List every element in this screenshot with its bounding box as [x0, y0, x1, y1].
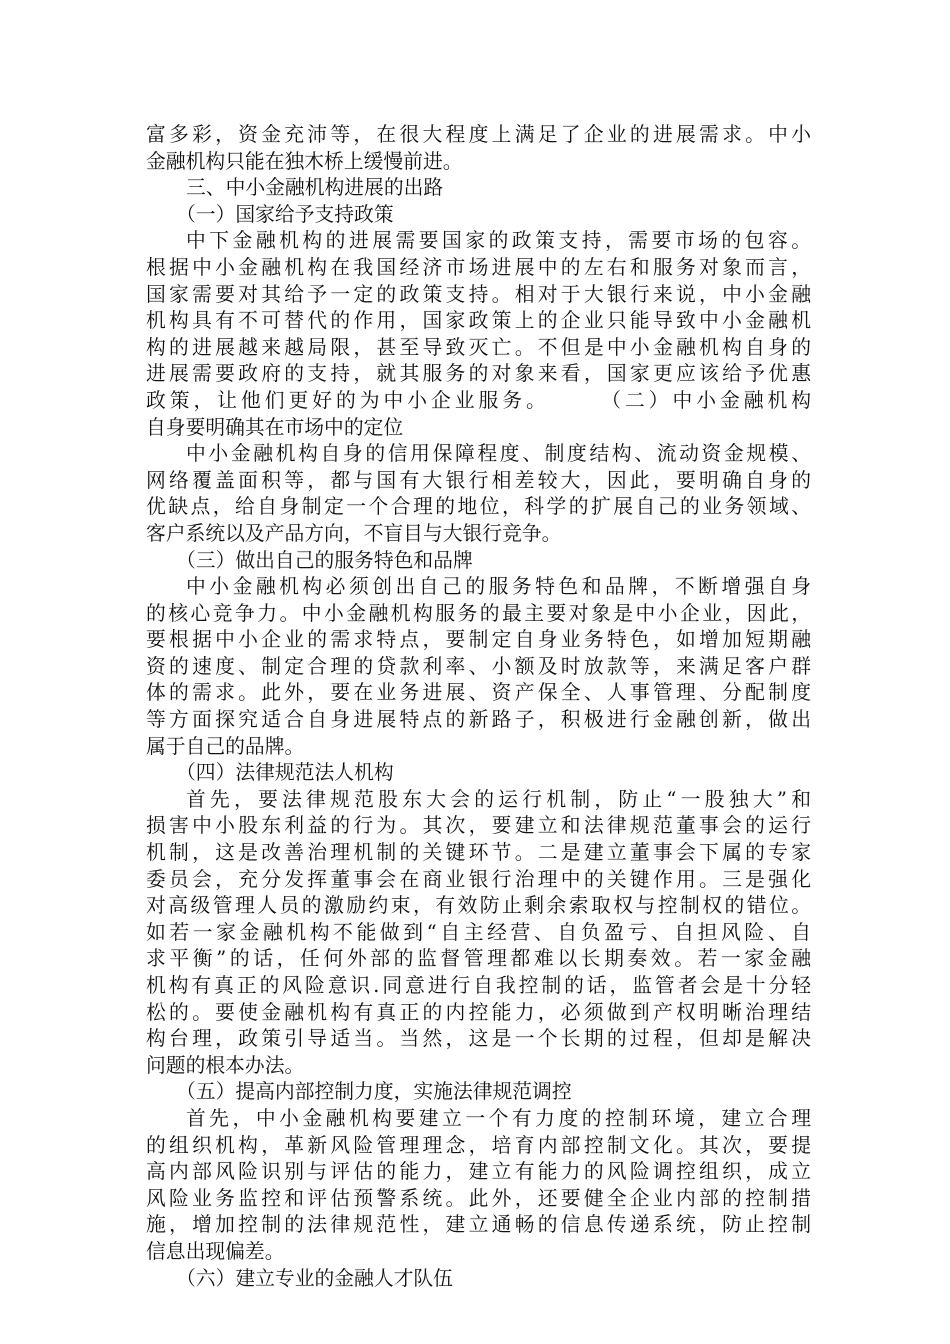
paragraph-line: 国家需要对其给予一定的政策支持。相对于大银行来说，中小金融 [146, 282, 811, 306]
paragraph-line: 中小金融机构必须创出自己的服务特色和品牌，不断增强自身 [186, 575, 811, 599]
section-heading: （一）国家给予支持政策 [176, 202, 394, 226]
paragraph-line: 风险业务监控和评估预警系统。此外，还要健全企业内部的控制措 [146, 1186, 811, 1210]
paragraph-line: 的核心竞争力。中小金融机构服务的最主要对象是中小企业，因此， [146, 601, 811, 625]
paragraph-line: 问题的根本办法。 [146, 1053, 305, 1077]
paragraph-line: 对高级管理人员的激励约束，有效防止剩余索取权与控制权的错位。 [146, 894, 811, 918]
paragraph-line: 构的进展越来越局限，甚至导致灭亡。不但是中小金融机构自身的 [146, 335, 811, 359]
paragraph-line: 根据中小金融机构在我国经济市场进展中的左右和服务对象而言， [146, 255, 811, 279]
paragraph-line: 机构具有不可替代的作用，国家政策上的企业只能导致中小金融机 [146, 309, 811, 333]
paragraph-line: 金融机构只能在独木桥上缓慢前进。 [146, 149, 463, 173]
paragraph-line: 网络覆盖面积等，都与国有大银行相差较大，因此，要明确自身的 [146, 468, 811, 492]
paragraph-line: 委员会，充分发挥董事会在商业银行治理中的关键作用。三是强化 [146, 867, 811, 891]
paragraph-line: 松的。要使金融机构有真正的内控能力，必须做到产权明晰治理结 [146, 1000, 811, 1024]
paragraph-line: 求平衡”的话，任何外部的监督管理都难以长期奏效。若一家金融 [146, 947, 811, 971]
paragraph-line: 机制，这是改善治理机制的关键环节。二是建立董事会下属的专家 [146, 841, 811, 865]
paragraph-line: 自身要明确其在市场中的定位 [146, 415, 404, 439]
document-body [146, 122, 811, 1292]
paragraph-line: 如若一家金融机构不能做到“自主经营、自负盈亏、自担风险、自 [146, 920, 811, 944]
paragraph-line: 构台理，政策引导适当。当然，这是一个长期的过程，但却是解决 [146, 1027, 811, 1051]
section-heading: （六）建立专业的金融人才队伍 [176, 1266, 453, 1290]
paragraph-line: 属于自己的品牌。 [146, 734, 305, 758]
paragraph-line: 信息出现偏差。 [146, 1239, 285, 1263]
paragraph-line: 等方面探究适合自身进展特点的新路子，积极进行金融创新，做出 [146, 708, 811, 732]
paragraph-line: 优缺点，给自身制定一个合理的地位，科学的扩展自己的业务领域、 [146, 495, 811, 519]
paragraph-line: 体的需求。此外，要在业务进展、资产保全、人事管理、分配制度 [146, 681, 811, 705]
paragraph-line: 资的速度、制定合理的贷款利率、小额及时放款等，来满足客户群 [146, 654, 811, 678]
paragraph-line: 首先，要法律规范股东大会的运行机制，防止“一股独大”和 [186, 787, 811, 811]
paragraph-line: 高内部风险识别与评估的能力，建立有能力的风险调控组织，成立 [146, 1160, 811, 1184]
paragraph-line: 进展需要政府的支持，就其服务的对象来看，国家更应该给予优惠 [146, 362, 811, 386]
paragraph-line: 中下金融机构的进展需要国家的政策支持，需要市场的包容。 [186, 229, 811, 253]
paragraph-line: 机构有真正的风险意识.同意进行自我控制的话，监管者会是十分轻 [146, 974, 811, 997]
section-heading: （四）法律规范法人机构 [176, 761, 394, 785]
section-heading: （三）做出自己的服务特色和品牌 [176, 548, 473, 572]
paragraph-line: 首先，中小金融机构要建立一个有力度的控制环境，建立合理 [186, 1106, 811, 1130]
paragraph-line: 施，增加控制的法律规范性，建立通畅的信息传递系统，防止控制 [146, 1213, 811, 1237]
paragraph-line: 要根据中小企业的需求特点，要制定自身业务特色，如增加短期融 [146, 628, 811, 652]
paragraph-line: 政策，让他们更好的为中小企业服务。 （二）中小金融机构 [146, 388, 811, 412]
section-heading: （五）提高内部控制力度，实施法律规范调控 [176, 1080, 572, 1104]
section-heading: 三、中小金融机构进展的出路 [186, 176, 444, 200]
paragraph-line: 客户系统以及产品方向，不盲目与大银行竞争。 [146, 521, 562, 545]
paragraph-line: 的组织机构，革新风险管理理念，培育内部控制文化。其次，要提 [146, 1133, 811, 1157]
paragraph-line: 富多彩，资金充沛等，在很大程度上满足了企业的进展需求。中小 [146, 123, 811, 146]
paragraph-line: 中小金融机构自身的信用保障程度、制度结构、流动资金规模、 [186, 442, 811, 466]
paragraph-line: 损害中小股东利益的行为。其次，要建立和法律规范董事会的运行 [146, 814, 811, 838]
